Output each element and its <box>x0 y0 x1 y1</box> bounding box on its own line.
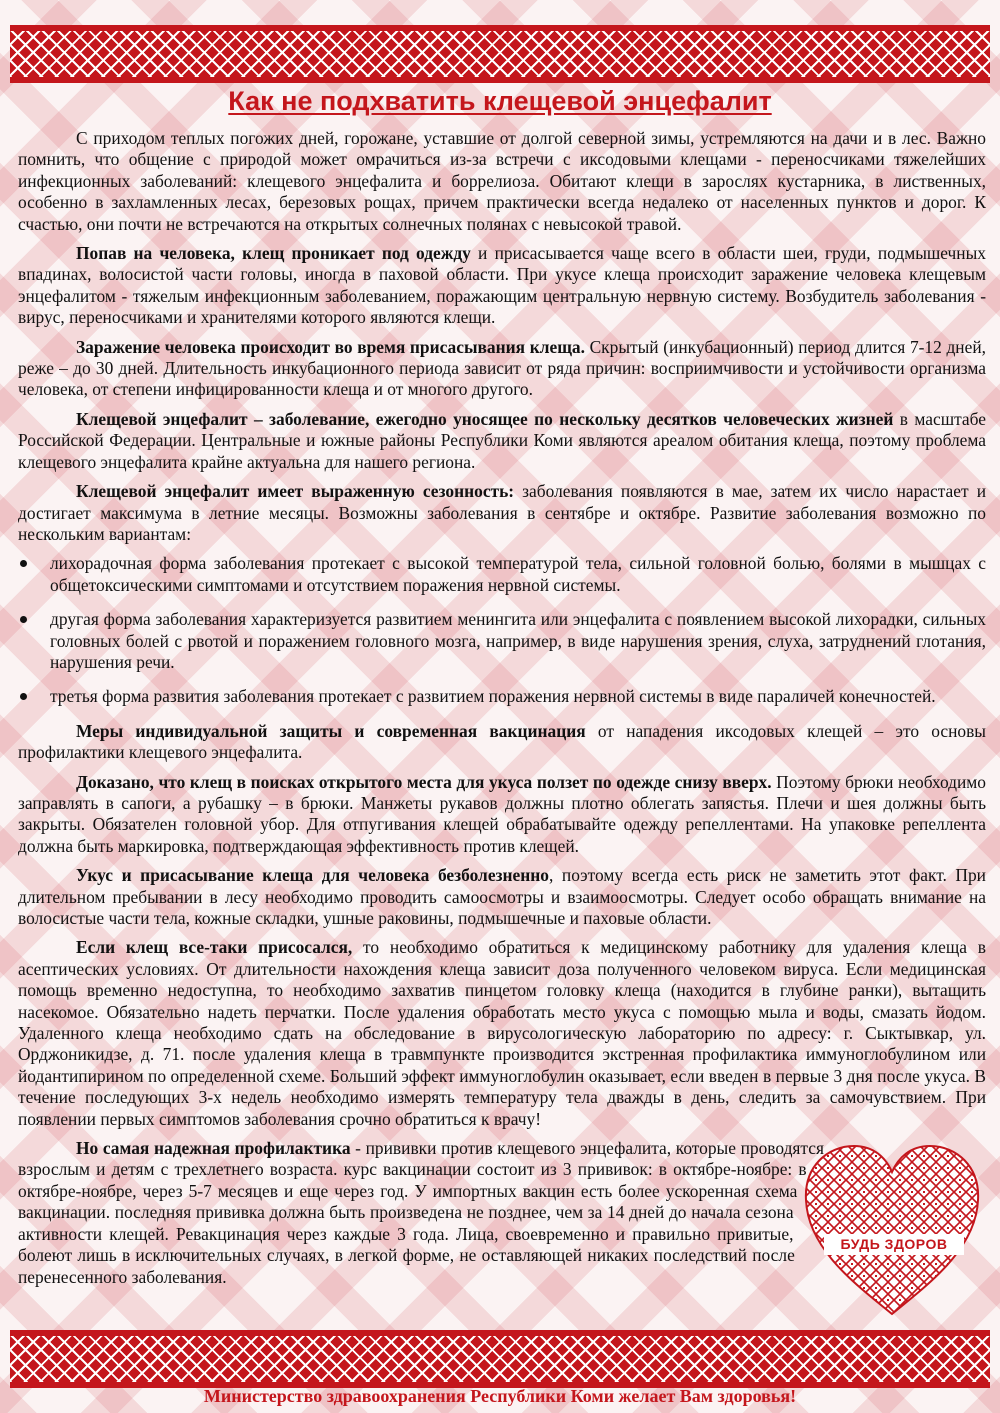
heart-label: БУДЬ ЗДОРОВ <box>824 1234 964 1255</box>
paragraph-inspection <box>18 865 986 929</box>
article-body <box>18 128 986 1320</box>
list-item: лихорадочная форма заболевания протекает с высокой температурой тела, сильной головной болью, болями в мышцах с общетоксическими симптомами и отсутствием поражения нервной системы. <box>18 553 986 596</box>
heart-emblem <box>798 1138 986 1320</box>
paragraph-lead: Клещевой энцефалит имеет выраженную сезонность: <box>76 481 515 502</box>
paragraph-text: Скрытый (инкубационный) период длится 7-12 дней, реже – до 30 дней. Длительность инкубационного периода зависит от ряда причин: восприимчивости и устойчивости организма человека, от степени инфицированности клеща и от многого другого. <box>18 336 986 400</box>
paragraph-clothing <box>18 772 986 858</box>
intro-paragraph: С приходом теплых погожих дней, горожане, уставшие от долгой северной зимы, устремляются на дачи и в лес. Важно помнить, что общение с природой может омрачиться из-за встречи с иксодовыми клещами - переносчиками тяжелейших инфекционных заболеваний: клещевого энцефалита и боррелиоза. Обитают клещи в зарослях кустарника, в лиственных, особенно в захламленных лесах, березовых рощах, причем практически всегда недалеко от населенных пунктов и дорог. К счастью, они почти не встречаются на открытых солнечных полянах с невысокой травой. <box>18 128 986 234</box>
ornament-band-top <box>10 25 990 83</box>
paragraph-text: от нападения иксодовых клещей – это основы профилактики клещевого энцефалита. <box>18 720 986 763</box>
paragraph-removal <box>18 937 986 1130</box>
ornament-heart-icon <box>798 1138 986 1320</box>
paragraph-text: в масштабе Российской Федерации. Центральные и южные районы Республики Коми являются ареалом обитания клеща, поэтому проблема клещевого энцефалита крайне актуальна для нашего региона. <box>18 408 986 472</box>
paragraph-text: , поэтому всегда есть риск не заметить этот факт. При длительном пребывании в лесу необходимо проводить самоосмотры и взаимоосмотры. Следует особо обращать внимание на волосистые части тела, кожные складки, ушные раковины, подмышечные и паховые области. <box>18 865 986 928</box>
paragraph-text: - прививки против клещевого энцефалита, которые проводятся взрослым и детям с трехлетнего возраста. курс вакцинации состоит из 3 прививок: в октябре-ноябре: в октябре-ноябре, через 5-7 месяцев и еще через год. У импортных вакцин есть более ускоренная схема вакцинации. последняя прививка должна быть произведена не позднее, чем за 14 дней до начала сезона активности клещей. Ревакцинация через каждые 3 года. Лица, своевременно и правильно привитые, болеют лишь в исключительных случаях, в легкой форме, не оставляющей никаких последствий после перенесенного заболевания. <box>18 1138 824 1287</box>
list-item: третья форма развития заболевания протекает с развитием поражения нервной системы в виде параличей конечностей. <box>18 686 986 707</box>
paragraph-lead: Попав на человека, клещ проникает под одежду <box>76 243 471 264</box>
footer-slogan: Министерство здравоохранения Республики Коми желает Вам здоровья! <box>203 1386 797 1406</box>
paragraph-lead: Клещевой энцефалит – заболевание, ежегодно уносящее по нескольку десятков человеческих жизней <box>76 408 894 429</box>
paragraph-lead: Укус и присасывание клеща для человека безболезненно <box>76 865 549 886</box>
page-title: Как не подхватить клещевой энцефалит <box>228 86 772 116</box>
paragraph-text: то необходимо обратиться к медицинскому работнику для удаления клеща в асептических условиях. От длительности нахождения клеща зависит доза полученного человеком вируса. Если медицинская помощь временно недоступна, то необходимо захватив пинцетом головку клеща (находится в глубине ранки), вытащить насекомое. Обязательно надеть перчатки. После удаления обработать место укуса с помощью мыла и воды, смазать йодом. Удаленного клеща необходимо сдать на обследование в вирусологическую лабораторию по адресу: г. Сыктывкар, ул. Орджоникидзе, д. 71. после удаления клеща в травмпункте производится экстренная профилактика иммуноглобулином или йодантипирином по определенной схеме. Больший эффект иммуноглобулин оказывает, если введен в первые 3 дня после укуса. В течение последующих 3-х недель необходимо измерять температуру тела дважды в день, следить за самочувствием. При появлении первых симптомов заболевания срочно обратиться к врачу! <box>18 937 986 1129</box>
paragraph-lead: Доказано, что клещ в поисках открытого места для укуса ползет по одежде снизу вверх. <box>76 771 772 792</box>
paragraph-lead: Если клещ все-таки присосался, <box>76 937 353 958</box>
paragraph-lead: Но самая надежная профилактика <box>76 1138 351 1159</box>
paragraph-mortality <box>18 409 986 473</box>
paragraph-lead: Заражение человека происходит во время присасывания клеща. <box>76 336 585 357</box>
disease-forms-list <box>18 553 986 707</box>
paragraph-infection <box>18 337 986 401</box>
paragraph-lead: Меры индивидуальной защиты и современная вакцинация <box>76 720 586 741</box>
paragraph-text: Поэтому брюки необходимо заправлять в сапоги, а рубашку – в брюки. Манжеты рукавов должны плотно облегать запястья. Плечи и шея должны быть закрыты. Обязателен головной убор. Для отпугивания клещей обрабатывайте одежду репеллентами. На упаковке репеллента должна быть маркировка, подтверждающая эффективность против клещей. <box>18 771 986 856</box>
ornament-band-bottom <box>10 1330 990 1388</box>
paragraph-protection <box>18 721 986 764</box>
paragraph-text: и присасывается чаще всего в области шеи, груди, подмышечных впадинах, волосистой части головы, иногда в паховой области. При укусе клеща происходит заражение человека клещевым энцефалитом - тяжелым инфекционным заболеванием, поражающим центральную нервную систему. Возбудитель заболевания - вирус, переносчиками и хранителями которого являются клещи. <box>18 243 986 328</box>
list-item: другая форма заболевания характеризуется развитием менингита или энцефалита с появлением высокой лихорадки, сильных головных болей с рвотой и поражением головного мозга, например, в виде нарушения зрения, слуха, затруднений глотания, нарушения речи. <box>18 609 986 673</box>
paragraph-text: заболевания появляются в мае, затем их число нарастает и достигает максимума в летние месяцы. Возможны заболевания в сентябре и октябре. Развитие заболевания возможно по нескольким вариантам: <box>18 481 986 544</box>
paragraph-attachment <box>18 243 986 329</box>
paragraph-seasonality <box>18 481 986 545</box>
